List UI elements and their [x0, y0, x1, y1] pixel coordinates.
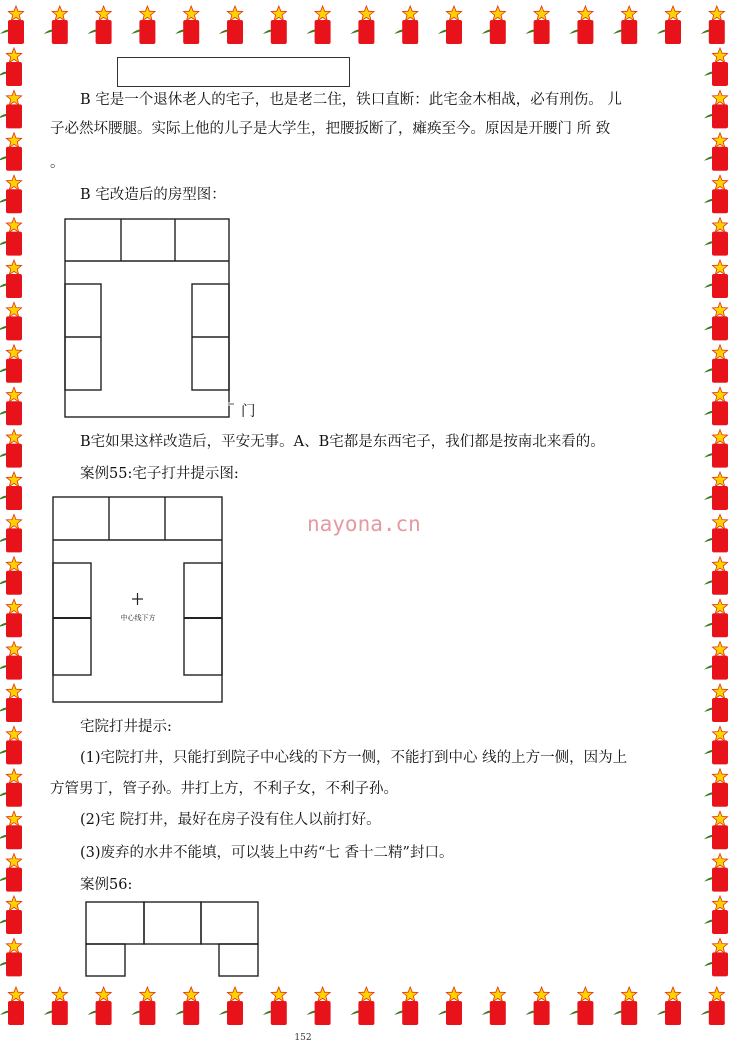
candle-ornament-61: [704, 260, 728, 298]
candle-ornament-22: [219, 987, 243, 1025]
floor-plan-case56: [85, 901, 261, 979]
candle-ornament-31: [613, 987, 637, 1025]
candle-ornament-10: [438, 6, 462, 44]
candle-ornament-39: [0, 260, 22, 298]
candle-ornament-24: [307, 987, 331, 1025]
paragraph-well-hint-title: 宅院打井提示:: [80, 719, 172, 735]
paragraph-b-renovated-result: B宅如果这样改造后，平安无事。A、B宅都是东西宅子，我们都是按南北来看的。: [80, 434, 605, 450]
candle-ornament-15: [657, 6, 681, 44]
door-label: 门: [241, 404, 256, 420]
candle-ornament-75: [704, 854, 728, 892]
candle-ornament-38: [0, 218, 22, 256]
candle-ornament-44: [0, 472, 22, 510]
candle-ornament-6: [263, 6, 287, 44]
candle-ornament-3: [131, 6, 155, 44]
plan-right-wing-top: [219, 944, 258, 976]
candle-ornament-67: [704, 514, 728, 552]
candle-ornament-7: [307, 6, 331, 44]
candle-ornament-14: [613, 6, 637, 44]
page-number: 152: [294, 1033, 312, 1043]
candle-ornament-46: [0, 557, 22, 595]
candle-ornament-30: [569, 987, 593, 1025]
candle-ornament-56: [704, 48, 728, 86]
candle-ornament-57: [704, 90, 728, 128]
candle-ornament-9: [394, 6, 418, 44]
candle-ornament-12: [526, 6, 550, 44]
candle-ornament-17: [0, 987, 24, 1025]
candle-ornament-13: [569, 6, 593, 44]
candle-ornament-29: [526, 987, 550, 1025]
candle-ornament-27: [438, 987, 462, 1025]
candle-ornament-11: [482, 6, 506, 44]
candle-ornament-59: [704, 175, 728, 213]
candle-ornament-35: [0, 90, 22, 128]
paragraph-b-house-line3: 。: [50, 155, 65, 171]
plan-top-room-3: [201, 902, 258, 944]
candle-ornament-40: [0, 302, 22, 340]
paragraph-well-rule2: (2)宅 院打井，最好在房子没有住人以前打好。: [80, 812, 381, 828]
candle-ornament-37: [0, 175, 22, 213]
candle-ornament-73: [704, 769, 728, 807]
candle-ornament-41: [0, 345, 22, 383]
candle-ornament-16: [701, 6, 725, 44]
paragraph-well-rule1-line1: (1)宅院打井，只能打到院子中心线的下方一侧，不能打到中心 线的上方一侧，因为上: [80, 750, 628, 766]
candle-ornament-18: [44, 987, 68, 1025]
plan-top-room-1: [86, 902, 144, 944]
candle-ornament-5: [219, 6, 243, 44]
paragraph-case55-title: 案例55:宅子打井提示图:: [80, 466, 239, 482]
candle-ornament-77: [704, 938, 728, 976]
candle-ornament-52: [0, 811, 22, 849]
candle-ornament-63: [704, 345, 728, 383]
candle-ornament-66: [704, 472, 728, 510]
candle-ornament-74: [704, 811, 728, 849]
floor-plan-case55: [52, 496, 227, 706]
candle-ornament-53: [0, 854, 22, 892]
candle-ornament-60: [704, 218, 728, 256]
paragraph-b-house-line1: B 宅是一个退休老人的宅子，也是老二住，铁口直断：此宅金木相战，必有刑伤。 儿: [80, 92, 622, 108]
candle-ornament-0: [0, 6, 24, 44]
candle-ornament-28: [482, 987, 506, 1025]
center-line-label: 中心线下方: [120, 614, 156, 622]
candle-ornament-72: [704, 726, 728, 764]
candle-ornament-4: [175, 6, 199, 44]
paragraph-well-rule1-line2: 方管男丁，管子孙。井打上方，不利子女，不利子孙。: [50, 781, 398, 797]
candle-ornament-70: [704, 642, 728, 680]
candle-ornament-68: [704, 557, 728, 595]
candle-ornament-65: [704, 430, 728, 468]
candle-ornament-20: [131, 987, 155, 1025]
candle-ornament-58: [704, 133, 728, 171]
candle-ornament-49: [0, 684, 22, 722]
candle-ornament-36: [0, 133, 22, 171]
candle-ornament-43: [0, 430, 22, 468]
candle-ornament-55: [0, 938, 22, 976]
paragraph-b-renovated-caption: B 宅改造后的房型图：: [80, 187, 226, 203]
paragraph-case56-title: 案例56:: [80, 877, 133, 893]
candle-ornament-50: [0, 726, 22, 764]
candle-ornament-8: [350, 6, 374, 44]
candle-ornament-71: [704, 684, 728, 722]
candle-ornament-19: [88, 987, 112, 1025]
candle-ornament-47: [0, 599, 22, 637]
candle-ornament-33: [701, 987, 725, 1025]
candle-ornament-45: [0, 514, 22, 552]
watermark-text: nayona.cn: [307, 512, 421, 536]
plan-top-room-2: [144, 902, 201, 944]
candle-ornament-51: [0, 769, 22, 807]
top-empty-box: [117, 57, 350, 87]
candle-ornament-48: [0, 642, 22, 680]
candle-ornament-26: [394, 987, 418, 1025]
candle-ornament-34: [0, 48, 22, 86]
paragraph-well-rule3: (3)废弃的水井不能填，可以装上中药“七 香十二精”封口。: [80, 845, 454, 861]
plan-outer-wall: [65, 219, 229, 417]
candle-ornament-54: [0, 896, 22, 934]
candle-ornament-32: [657, 987, 681, 1025]
candle-ornament-21: [175, 987, 199, 1025]
candle-ornament-62: [704, 302, 728, 340]
candle-ornament-42: [0, 387, 22, 425]
plan-left-wing-top: [86, 944, 125, 976]
paragraph-b-house-line2: 子必然坏腰腿。实际上他的儿子是大学生，把腰扳断了，瘫痪至今。原因是开腰门 所 致: [50, 121, 611, 137]
candle-ornament-1: [44, 6, 68, 44]
candle-ornament-69: [704, 599, 728, 637]
floor-plan-b-renovated: [64, 218, 244, 423]
candle-ornament-2: [88, 6, 112, 44]
candle-ornament-64: [704, 387, 728, 425]
candle-ornament-23: [263, 987, 287, 1025]
candle-ornament-76: [704, 896, 728, 934]
candle-ornament-25: [350, 987, 374, 1025]
